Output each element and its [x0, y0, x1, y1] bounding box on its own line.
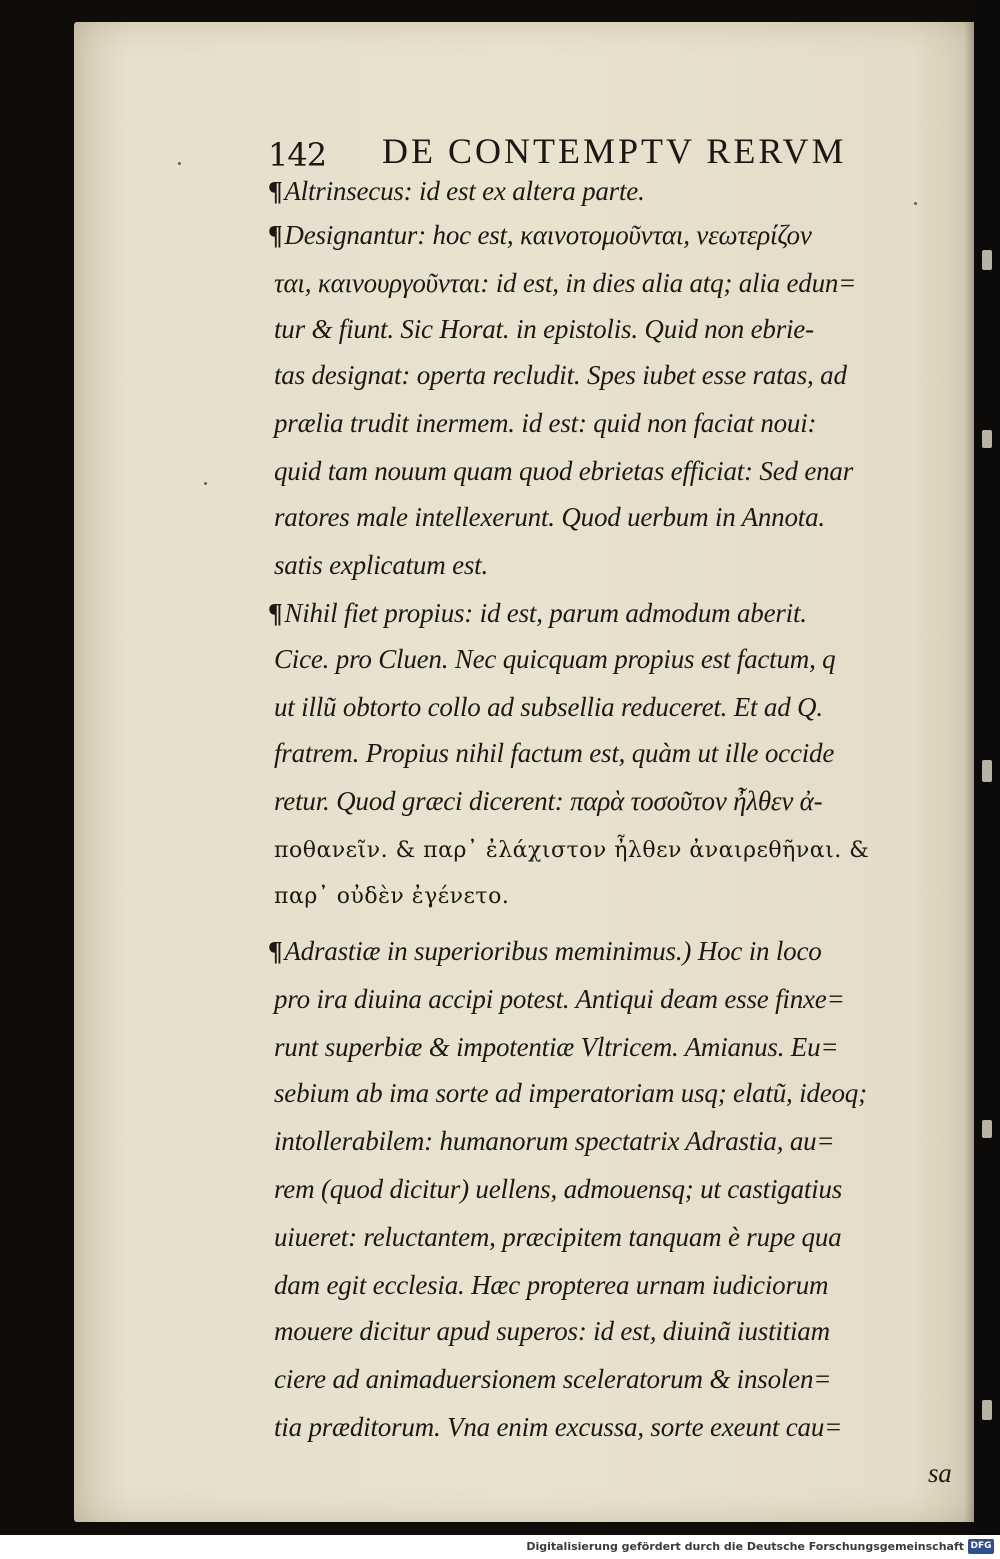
text-line: tur & fiunt. Sic Horat. in epistolis. Quid non ebrie- — [274, 314, 814, 344]
text-line: ¶Altrinsecus: id est ex altera parte. — [268, 176, 645, 206]
digitization-footer — [0, 1535, 1000, 1559]
text-line: tas designat: operta recludit. Spes iubet esse ratas, ad — [274, 360, 847, 390]
edge-mark — [982, 250, 992, 270]
text-line: ται, καινουργοῦνται: id est, in dies alia atq; alia edun= — [274, 268, 857, 298]
edge-mark — [982, 760, 992, 782]
text-line: uiueret: reluctantem, præcipitem tanquam è rupe qua — [274, 1222, 842, 1252]
paper-speck — [178, 162, 181, 165]
text-line: rem (quod dicitur) uellens, admouensq; ut castigatius — [274, 1174, 843, 1204]
text-line: runt superbiæ & impotentiæ Vltricem. Amianus. Eu= — [274, 1032, 839, 1062]
paper-speck — [914, 202, 917, 205]
text-line: dam egit ecclesia. Hæc propterea urnam iudiciorum — [274, 1270, 829, 1300]
scan-edge-strip — [974, 0, 1000, 1535]
edge-mark — [982, 1400, 992, 1420]
greek-text-line: ποθανεῖν. & παρ᾽ ἐλάχιστον ἦλθεν ἀναιρεθῆναι. & — [274, 838, 870, 863]
text-line: ratores male intellexerunt. Quod uerbum in Annota. — [274, 502, 825, 532]
text-line: ¶Adrastiæ in superioribus meminimus.) Hoc in loco — [268, 936, 822, 966]
catchword: sa — [928, 1458, 952, 1488]
text-line: pro ira diuina accipi potest. Antiqui deam esse finxe= — [274, 984, 845, 1014]
text-line: Cice. pro Cluen. Nec quicquam propius est factum, q — [274, 644, 836, 674]
greek-text-line: παρ᾽ οὐδὲν ἐγένετο. — [274, 884, 510, 909]
text-line: prælia trudit inermem. id est: quid non faciat noui: — [274, 408, 817, 438]
text-line: quid tam nouum quam quod ebrietas efficiat: Sed enar — [274, 456, 854, 486]
text-line: satis explicatum est. — [274, 550, 489, 580]
text-line: fratrem. Propius nihil factum est, quàm ut ille occide — [274, 738, 835, 768]
text-line: sebium ab ima sorte ad imperatoriam usq; elatũ, ideoq; — [274, 1078, 867, 1108]
text-line: ¶Nihil fiet propius: id est, parum admodum aberit. — [268, 598, 807, 628]
page-header — [268, 128, 918, 176]
text-line: ¶Designantur: hoc est, καινοτομοῦνται, νεωτερίζον — [268, 220, 812, 250]
edge-mark — [982, 1120, 992, 1138]
edge-mark — [982, 430, 992, 448]
text-line: intollerabilem: humanorum spectatrix Adrastia, au= — [274, 1126, 835, 1156]
paper-speck — [204, 482, 207, 485]
text-line: ut illũ obtorto collo ad subsellia reduceret. Et ad Q. — [274, 692, 823, 722]
running-title: DE CONTEMPTV RERVM — [382, 131, 847, 171]
text-line: retur. Quod græci dicerent: παρὰ τοσοῦτον ἦλθεν ἀ- — [274, 786, 823, 816]
pilcrow-icon: ¶ — [268, 598, 283, 628]
page-number: 142 — [268, 136, 327, 174]
pilcrow-icon: ¶ — [268, 936, 283, 966]
pilcrow-icon: ¶ — [268, 176, 283, 206]
dfg-logo: DFG — [968, 1539, 994, 1554]
text-line: mouere dicitur apud superos: id est, diuinã iustitiam — [274, 1316, 830, 1346]
text-line: ciere ad animaduersionem sceleratorum & insolen= — [274, 1364, 832, 1394]
text-line: tia præditorum. Vna enim excussa, sorte exeunt cau= — [274, 1412, 843, 1442]
pilcrow-icon: ¶ — [268, 220, 283, 250]
funding-credit: Digitalisierung gefördert durch die Deutsche Forschungsgemeinschaft — [526, 1540, 964, 1553]
